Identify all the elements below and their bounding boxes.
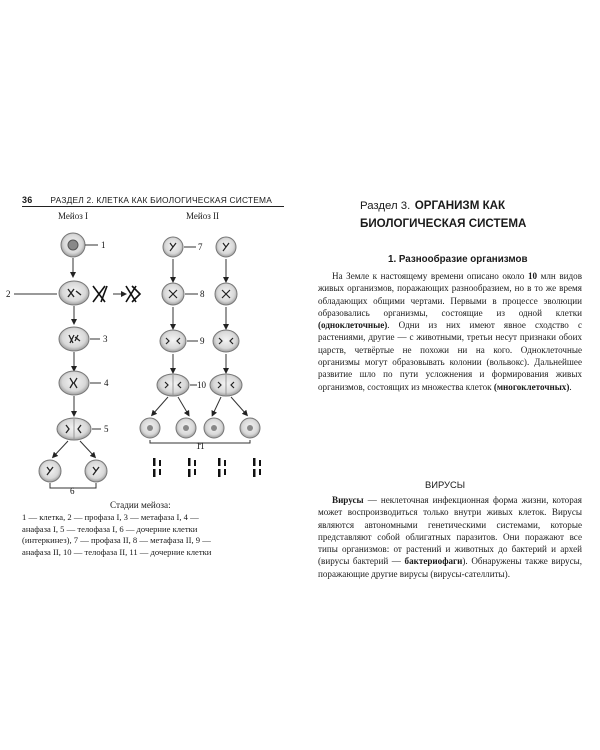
stage-number-8: 8 bbox=[200, 289, 205, 299]
stage-number-2: 2 bbox=[6, 289, 11, 299]
chromosome-bars bbox=[153, 458, 261, 477]
cell-8-left bbox=[162, 283, 184, 305]
daughter-cells-11 bbox=[140, 418, 260, 438]
cell-7-right bbox=[216, 237, 236, 257]
cell-7-left bbox=[163, 237, 183, 257]
stage-number-3: 3 bbox=[103, 334, 108, 344]
stage-number-6: 6 bbox=[70, 486, 75, 496]
cell-2 bbox=[59, 281, 89, 305]
cell-8-right bbox=[215, 283, 237, 305]
chromosome-exchange-icon bbox=[126, 286, 140, 302]
cell-10-left bbox=[157, 374, 189, 396]
legend bbox=[22, 512, 266, 558]
meiosis-1-label: Мейоз I bbox=[58, 211, 88, 221]
subheading-viruses: ВИРУСЫ bbox=[425, 479, 466, 490]
cell-6-left bbox=[39, 460, 61, 482]
section-title-line2: БИОЛОГИЧЕСКАЯ СИСТЕМА bbox=[360, 217, 527, 230]
cell-9-left bbox=[160, 330, 186, 352]
paragraph-diversity: На Земле к настоящему времени описано около 10 млн видов живых организмов, поражающих разнообразием, но в то же время обладающих общими чертами. Первыми в процессе эволюции образовались организмы, состоящие из одной клетки (одноклеточные). Одни из них имеют явное сходство с растениями, другие — с животными, третьи несут признаки обоих царств, четвёртые не похожи ни на кого. Одноклеточные организмы могут образовывать колонии (вольвокс). Дальнейшее развитие шло по пути усложнения и формирования живых организмов, состоящих из множества клеток (многоклеточных). bbox=[318, 271, 583, 392]
stage-number-11: 11 bbox=[196, 441, 205, 451]
cell-3 bbox=[59, 327, 89, 351]
chromosome-crossover-icon bbox=[93, 286, 107, 302]
cell-10-right bbox=[210, 374, 242, 396]
chapter-title: 1. Разнообразие организмов bbox=[388, 254, 528, 265]
cell-5 bbox=[57, 418, 91, 440]
cell-9-right bbox=[213, 330, 239, 352]
stage-number-9: 9 bbox=[200, 336, 205, 346]
section-title bbox=[360, 196, 560, 232]
stage-number-7: 7 bbox=[198, 242, 203, 252]
legend-line: анафаза I, 5 — телофаза I, 6 — дочерние клетки bbox=[22, 523, 198, 534]
legend-line: 1 — клетка, 2 — профаза I, 3 — метафаза I, 4 — bbox=[22, 512, 199, 522]
cell-6-right bbox=[85, 460, 107, 482]
section-razdel: Раздел 3. bbox=[360, 200, 411, 212]
cell-4 bbox=[59, 371, 89, 395]
legend-line: (интеркинез), 7 — профаза II, 8 — метафаза II, 9 — bbox=[22, 535, 211, 546]
meiosis-diagram bbox=[6, 228, 280, 498]
paragraph-viruses: Вирусы — неклеточная инфекционная форма жизни, которая может воспроизводиться только внутри живых клеток. Вирусы являются автономными генетическими системами, которые представляют собой облигатных паразитов. Они поражают все типы организмов: от растений и животных до бактерий и архей (вирусы бактерий — бактериофаги). Обнаружены также вирусы, поражающие другие вирусы (вирусы-сателлиты). bbox=[318, 495, 582, 579]
cell-1 bbox=[61, 233, 85, 257]
stage-number-10: 10 bbox=[197, 380, 206, 390]
meiosis-2-label: Мейоз II bbox=[186, 211, 219, 221]
running-header bbox=[22, 191, 284, 207]
section-title-line1: ОРГАНИЗМ КАК bbox=[414, 199, 506, 212]
stage-number-1: 1 bbox=[101, 240, 106, 250]
legend-line: анафаза II, 10 — телофаза II, 11 — дочерние клетки bbox=[22, 546, 212, 557]
stage-number-5: 5 bbox=[104, 424, 109, 434]
page-number: 36 bbox=[22, 195, 33, 205]
stage-number-4: 4 bbox=[104, 378, 109, 388]
legend-title: Стадии мейоза: bbox=[110, 500, 171, 510]
running-header-text: РАЗДЕЛ 2. КЛЕТКА КАК БИОЛОГИЧЕСКАЯ СИСТЕМА bbox=[50, 195, 272, 205]
